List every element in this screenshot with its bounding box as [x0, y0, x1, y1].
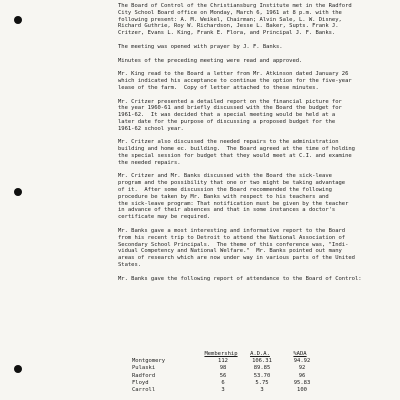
text-line: the special session for budget that they would meet at C.I. and examine	[118, 153, 352, 159]
header-ada: A.D.A.	[250, 351, 270, 357]
text-line: vidual Competency and National Welfare." Mr. Banks pointed out many	[118, 248, 342, 255]
cell-county: Radford	[132, 372, 156, 379]
header-county	[118, 351, 202, 358]
text-line: following present: A. M. Weikel, Chairman; Alvin Sale, L. W. Disney,	[118, 16, 342, 23]
text-line: the needed repairs.	[118, 159, 181, 166]
table-row	[118, 358, 396, 365]
paragraph	[118, 139, 396, 166]
text-line: 1961-62. It was decided that a special meeting would be held at a	[118, 112, 336, 119]
cell-membership: 56	[219, 372, 227, 379]
table-row	[118, 373, 396, 380]
cell-membership: 98	[219, 365, 227, 372]
table-row	[118, 387, 396, 394]
text-line: Mr. King read to the Board a letter from Mr. Atkinson dated January 26	[118, 71, 349, 78]
cell-percent-ada: 92	[298, 365, 306, 372]
cell-county: Floyd	[132, 379, 149, 386]
paragraph	[118, 71, 396, 91]
text-line: later date for the purpose of discussing a proposed budget for the	[118, 118, 336, 125]
paragraph	[118, 173, 396, 221]
attendance-table	[118, 351, 396, 394]
text-line: Richard Guthrie, Roy W. Richardson, Jesse L. Baker, Supts. Frank J.	[118, 23, 339, 30]
paragraph	[118, 3, 396, 37]
cell-ada: 3	[260, 387, 264, 394]
text-line: Mr. Banks gave a most interesting and informative report to the Board	[118, 227, 346, 234]
text-line: areas of research which are now under way in various parts of the United	[118, 255, 355, 262]
paragraph	[118, 228, 396, 269]
table-row	[118, 365, 396, 372]
cell-county: Pulaski	[132, 365, 156, 372]
paragraph	[118, 44, 396, 51]
header-membership: Membership	[204, 351, 238, 357]
text-line: from his recent trip to Detroit to attend the National Association of	[118, 234, 346, 241]
text-line: the sick-leave program: That notification must be given by the teacher	[118, 200, 349, 207]
paragraph	[118, 58, 396, 65]
cell-percent-ada: 95.83	[293, 379, 311, 386]
text-line: program and the possibility that one or two might be taking advantage	[118, 180, 346, 187]
text-line: Minutes of the preceding meeting were read and approved.	[118, 57, 303, 64]
cell-membership: 3	[221, 387, 225, 394]
cell-percent-ada: 94.92	[293, 358, 311, 365]
text-line: certificate may be required.	[118, 214, 211, 221]
cell-membership: 112	[218, 358, 228, 365]
text-line: The Board of Control of the Christiansburg Institute met in the Radford	[118, 3, 352, 9]
text-line: lease of the farm. Copy of letter attached to these minutes.	[118, 84, 319, 91]
cell-percent-ada: 96	[298, 372, 306, 379]
cell-membership: 6	[221, 379, 225, 386]
punch-hole-bottom	[14, 365, 22, 373]
text-line: Secondary School Principals. The theme of this conference was, "Indi-	[118, 241, 349, 248]
punch-hole-middle	[14, 188, 22, 196]
attendance-table-header	[118, 351, 396, 358]
text-line: the year 1960-61 and briefly discussed with the Board the budget for	[118, 105, 342, 112]
cell-county: Carroll	[132, 387, 156, 394]
cell-percent-ada: 100	[297, 387, 307, 394]
cell-ada: 53.70	[253, 372, 271, 379]
text-line: building and home ec. building. The Board agreed at the time of holding	[118, 146, 355, 153]
cell-ada: 106.31	[252, 358, 272, 365]
text-line: Mr. Critzer also discussed the needed repairs to the administration	[118, 139, 339, 146]
text-line: 1961-62 school year.	[118, 125, 184, 132]
text-line: City School Board office on Monday, March 6, 1961 at 8 p.m. with the	[118, 9, 342, 16]
text-line: procedure be taken by Mr. Banks with respect to his teachers and	[118, 193, 329, 200]
cell-county: Montgomery	[132, 358, 166, 365]
cell-ada: 89.85	[253, 365, 271, 372]
text-line: in advance of their absences and that in some instances a doctor's	[118, 207, 336, 214]
text-line: which indicated his acceptance to continue the option for the five-year	[118, 78, 352, 85]
text-line: States.	[118, 261, 142, 268]
table-row	[118, 380, 396, 387]
minutes-body	[118, 3, 396, 289]
text-line: Critzer, Evans L. King, Frank E. Flora, and Principal J. F. Banks.	[118, 30, 336, 37]
paragraph	[118, 99, 396, 133]
text-line: The meeting was opened with prayer by J. F. Banks.	[118, 43, 283, 50]
header-percent-ada: %ADA	[293, 351, 307, 357]
text-line: Mr. Banks gave the following report of attendance to the Board of Control:	[118, 275, 362, 282]
text-line: Mr. Critzer and Mr. Banks discussed with the Board the sick-leave	[118, 173, 332, 180]
paragraph	[118, 276, 396, 283]
punch-hole-top	[14, 16, 22, 24]
text-line: of it. After some discussion the Board recommended the following	[118, 187, 332, 194]
cell-ada: 5.75	[255, 379, 269, 386]
text-line: Mr. Critzer presented a detailed report on the financial picture for	[118, 98, 342, 105]
